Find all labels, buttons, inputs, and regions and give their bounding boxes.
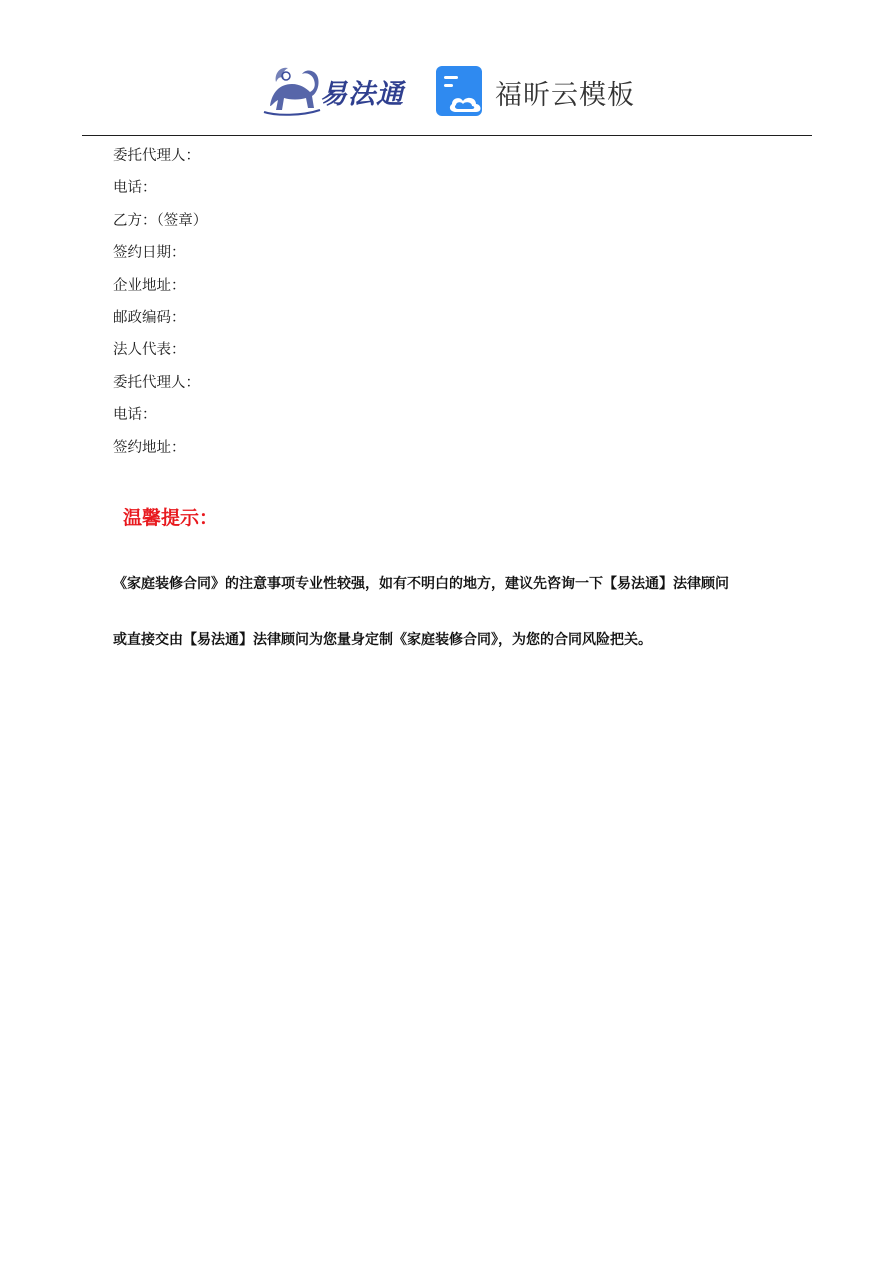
lion-logo-icon (262, 62, 322, 118)
field-phone: 电话： (113, 180, 157, 197)
yifatong-logo-text: 易法通 (320, 79, 404, 110)
page-header (0, 56, 893, 126)
field-party-b: 乙方：（签章） (113, 212, 208, 229)
fuxin-template-logo-text: 福昕云模板 (495, 80, 635, 111)
field-sign-place: 签约地址： (113, 439, 186, 456)
field-legal-rep: 法人代表： (113, 342, 186, 359)
field-agent-2: 委托代理人： (113, 374, 200, 391)
field-phone-2: 电话： (113, 407, 157, 424)
tip-body (113, 570, 813, 682)
tip-line: 《家庭装修合同》的注意事项专业性较强，如有不明白的地方，建议先咨询一下【易法通】法律顾问 (113, 576, 729, 592)
yifatong-logo (262, 62, 412, 118)
tip-line: 或直接交由【易法通】法律顾问为您量身定制《家庭装修合同》，为您的合同风险把关。 (113, 632, 652, 648)
header-divider (82, 135, 812, 136)
cloud-document-icon (436, 66, 486, 116)
field-company-address: 企业地址： (113, 277, 186, 294)
field-agent: 委托代理人： (113, 148, 200, 164)
field-sign-date: 签约日期： (113, 245, 186, 262)
tip-title: 温馨提示： (123, 507, 219, 529)
field-postal-code: 邮政编码： (113, 309, 186, 326)
signature-fields (113, 145, 207, 469)
